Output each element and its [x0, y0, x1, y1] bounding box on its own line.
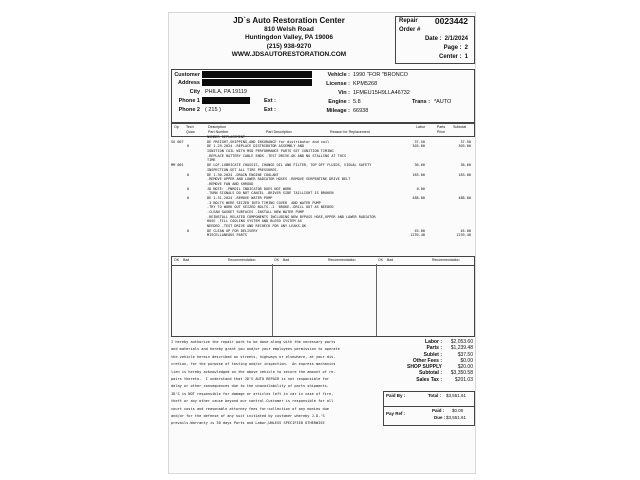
due-label: Due : — [434, 415, 446, 420]
line-item-row — [171, 233, 473, 238]
engine-value: 5.8 — [353, 99, 361, 105]
line-labor: 0.00 — [416, 186, 425, 191]
line-subtotal: 183.00 — [458, 172, 471, 177]
col-partdesc: Part Description — [266, 130, 292, 134]
ext1-label: Ext : — [264, 98, 276, 104]
line-op: SU 007 — [171, 139, 184, 144]
line-desc: -CLEAN GASKET SURFACES -INSTALL NEW WATER PUMP — [207, 210, 304, 214]
recommendation-1: Recommendation — [228, 258, 256, 262]
pay-ref-box — [383, 406, 475, 426]
authorization-line: JD'S is NOT responsible for damage or articles left in car in case of fire, — [171, 391, 334, 396]
customer-label: Customer — [174, 72, 200, 78]
col-tech: Tech — [186, 125, 194, 129]
phone1-label: Phone 1 — [178, 98, 200, 104]
line-subtotal: 36.60 — [460, 163, 471, 168]
ok-2: OK — [274, 258, 280, 262]
totals-panel — [383, 339, 473, 383]
line-items — [171, 135, 473, 253]
authorization-line: I hereby authorize the repair work to be done along with the necessary parts — [171, 340, 336, 344]
total-row-value: $201.03 — [454, 376, 473, 383]
paid-by-label: Paid By : — [386, 393, 406, 398]
pay-ref-label: Pay Ref : — [386, 411, 406, 416]
shop-city: Huntingdon Valley, PA 19006 — [244, 34, 333, 41]
due-value: $3,551.61 — [446, 415, 467, 420]
authorization-line: and materials and hereby grant you and/or your employees permission to operate — [171, 347, 340, 352]
line-desc: IGNITION COIL WITH MSD PERFORMANCE PARTS SET IGNITION TIMING — [207, 149, 334, 154]
line-desc: INSPECTION.SET ALL TIRE PRESSURES. — [207, 167, 279, 172]
total-row-value: $3,350.58 — [450, 370, 473, 377]
trans-label: Trans : — [412, 99, 431, 105]
authorization-text — [171, 339, 391, 459]
line-qty: 0 — [187, 228, 190, 233]
col-parts-price: Parts Price — [436, 125, 446, 134]
total-value: $3,551.61 — [446, 393, 467, 398]
line-desc: -3 BOLTS WERE SEIZED INTO TIMING COVER AND WATER PUMP — [207, 200, 321, 205]
authorization-line: the vehicle herein described on streets, highways or elsewhere, at your dis- — [171, 354, 336, 359]
page-label: Page : — [443, 45, 462, 51]
line-desc: -REMOVE FAN AND SHROUD — [207, 181, 254, 186]
repair-order-number: 0023442 — [434, 16, 468, 26]
authorization-line: theft or any other cause beyond our control.Customer is responsible for all — [171, 399, 334, 404]
recommendations-area — [171, 264, 475, 337]
invoice-sheet — [168, 12, 476, 474]
line-qty: 0 — [187, 144, 190, 149]
total-row-value: $1,239.48 — [450, 345, 473, 352]
bad-1: Bad — [183, 258, 190, 262]
center-value: 1 — [464, 54, 468, 60]
line-labor: 488.00 — [412, 195, 425, 200]
line-desc: DE 1-29-2024 -REPLACE DISTRIBUTOR ASSEMBLY AND — [207, 144, 304, 149]
line-subtotal: 37.50 — [460, 139, 471, 144]
total-label: Total : — [428, 393, 442, 398]
city-label: City — [189, 89, 200, 95]
total-row-label: Other Fees : — [412, 357, 442, 364]
engine-label: Engine : — [328, 99, 350, 105]
col-labor: Labor — [416, 125, 426, 129]
line-qty: 0 — [187, 195, 190, 200]
authorization-line: lien is hereby acknowledged on the above vehicle to secure the amount of re- — [171, 369, 336, 374]
authorization-line: and/or for the defense of any suit initiated by customer whereby J.D.'S — [171, 414, 325, 419]
customer-vehicle-box — [171, 69, 475, 123]
center-label: Center : — [438, 54, 462, 60]
line-desc: DE LOF-LUBRICATE CHASSIS, CHANGE OIL AND FILTER, TOP OFF FLUIDS, VISUAL SAFETY — [207, 163, 372, 168]
recommendation-2: Recommendation — [328, 258, 356, 262]
line-qty: 0 — [187, 172, 190, 177]
ok-3: OK — [378, 258, 384, 262]
line-subtotal: 303.00 — [458, 144, 471, 149]
col-reason: Reason for Replacement — [330, 130, 370, 134]
line-subtotal: 1239.48 — [456, 233, 471, 238]
shop-website: WWW.JDSAUTORESTORATION.COM — [231, 51, 347, 58]
col-quan: Quan — [186, 130, 195, 134]
line-desc: DE FREIGHT,SHIPPING,AND INSURANCE for distributor and coil — [207, 139, 330, 144]
total-row-label: Sales Tax : — [416, 376, 442, 383]
paid-label: Paid : — [432, 408, 445, 413]
total-row-value: $0.00 — [460, 357, 473, 364]
authorization-line: prevails.Warranty is 30 days Parts and Labor,UNLESS SPECIFIED OTHERWISE — [171, 421, 325, 426]
license-label: License : — [326, 81, 350, 87]
line-desc: MISCELLANEOUS PARTS — [207, 233, 248, 238]
line-op: MM 001 — [171, 163, 184, 168]
mileage-value: 66938 — [353, 108, 369, 114]
ok-1: OK — [174, 258, 180, 262]
total-row-value: $2,053.60 — [450, 339, 473, 345]
authorization-line: cretion, for the purpose of testing and/or inspection. An express mechanics — [171, 362, 336, 367]
authorization-line: pairs thereto. I understand that JD'S AUTO REPAIR is not responsible for — [171, 377, 329, 382]
line-desc: JD NOTE: -PNRDIL INDICATOR DOES NOT WORK — [207, 186, 292, 191]
line-labor: 1239.48 — [410, 233, 425, 238]
license-value: KPM5268 — [353, 81, 378, 87]
line-desc: TIME — [207, 158, 216, 163]
total-row-label: Subtotal : — [418, 370, 442, 377]
line-subtotal: 488.00 — [458, 195, 471, 200]
date-label: Date : — [424, 36, 442, 42]
paid-value: $0.00 — [452, 408, 464, 413]
date-value: 2/1/2024 — [444, 36, 468, 42]
line-labor: 37.50 — [414, 139, 425, 144]
col-desc: Description — [208, 125, 226, 129]
vin-label: Vin : — [338, 90, 350, 96]
line-labor: 45.00 — [414, 228, 425, 233]
redacted-customer — [202, 71, 312, 78]
total-row-label: Labor : — [425, 339, 442, 345]
page-value: 2 — [464, 45, 468, 51]
line-labor: 36.60 — [414, 163, 425, 168]
line-desc: -REINSTALL RELATED COMPONENTS INCLUDING NEW BYPASS HOSE,UPPER AND LOWER RADIATOR — [207, 214, 376, 219]
line-desc: -REPLACE BATTERY CABLE ENDS -TEST DRIVE-OK AND NO STALLING AT THIS — [207, 153, 347, 158]
bad-3: Bad — [387, 258, 394, 262]
authorization-line: court costs and reasonable attorney fees for:collection of any monies due — [171, 406, 329, 411]
col-subtotal: Subtotal — [453, 125, 467, 129]
col-partno: Part Number — [208, 130, 229, 134]
repair-order-box — [395, 16, 475, 64]
total-row-label: Parts : — [426, 345, 442, 352]
line-desc: HOSE -FILL COOLING SYSTEM AND BLEED SYSTEM AS — [207, 219, 302, 224]
recommendation-3: Recommendation — [432, 258, 460, 262]
ext2-label: Ext : — [264, 107, 276, 113]
shop-header — [189, 17, 389, 60]
line-desc: DE 1-30-2024 -DRAIN ENGINE COOLANT — [207, 172, 279, 177]
line-desc: -REMOVE UPPER AND LOWER RADIATOR HOSES -REMOVE SERPENTINE DRIVE BELT — [207, 177, 351, 182]
line-labor: 303.00 — [412, 144, 425, 149]
address-label: Address — [177, 80, 200, 86]
shop-name: JD`s Auto Restoration Center — [233, 16, 345, 25]
shop-street: 810 Welsh Road — [264, 25, 314, 33]
total-row — [383, 377, 473, 383]
repair-order-label: Repair Order # — [399, 18, 421, 33]
vehicle-label: Vehicle : — [327, 72, 350, 78]
vin-value: 1FMEU15H9LLA46732 — [353, 90, 410, 96]
phone2-value: ( 215 ) — [205, 107, 221, 113]
line-subtotal: 45.00 — [460, 228, 471, 233]
line-qty: 0 — [187, 186, 190, 191]
total-row-label: SHOP SUPPLY — [406, 364, 442, 371]
line-desc: -TURN SIGNALS DO NOT CANCEL -DRIVER SIDE TAILLIGHT IS BROKEN — [207, 191, 334, 196]
line-labor: 183.00 — [412, 172, 425, 177]
city-value: PHILA, PA 19119 — [205, 89, 247, 95]
shop-phone: (215) 938-9270 — [266, 42, 312, 50]
vehicle-value: 1990 "FOR "BRONCO — [353, 72, 408, 78]
phone2-label: Phone 2 — [178, 107, 200, 113]
line-desc: DE 1-31-2024 -REMOVE WATER PUMP — [207, 195, 273, 200]
line-desc: -TRY TO WORK OUT SEIZED BOLTS--2 BROKE--DRILL OUT AS NEEDED — [207, 205, 334, 210]
trans-value: *AUTO — [434, 99, 452, 105]
line-desc: DE CLEAN UP FOR DELIVERY — [207, 228, 258, 233]
total-row-value: $20.00 — [457, 364, 473, 371]
authorization-line: delay or other consequences due to the unavailability of parts shipments. — [171, 384, 329, 389]
mileage-label: Mileage : — [326, 108, 350, 114]
total-row-label: Sublet : — [423, 351, 442, 358]
line-desc: NEEDED -TEST DRIVE AND RECHECK FOR ANY LEAKS-OK — [207, 224, 307, 229]
col-op: Op — [174, 125, 179, 129]
paid-by-box — [383, 391, 475, 407]
redacted-phone1 — [202, 97, 250, 104]
line-desc: NUMBER REPLACEMENT — [207, 135, 245, 139]
total-row-value: $37.50 — [457, 351, 473, 358]
bad-2: Bad — [283, 258, 290, 262]
redacted-address — [202, 79, 312, 86]
